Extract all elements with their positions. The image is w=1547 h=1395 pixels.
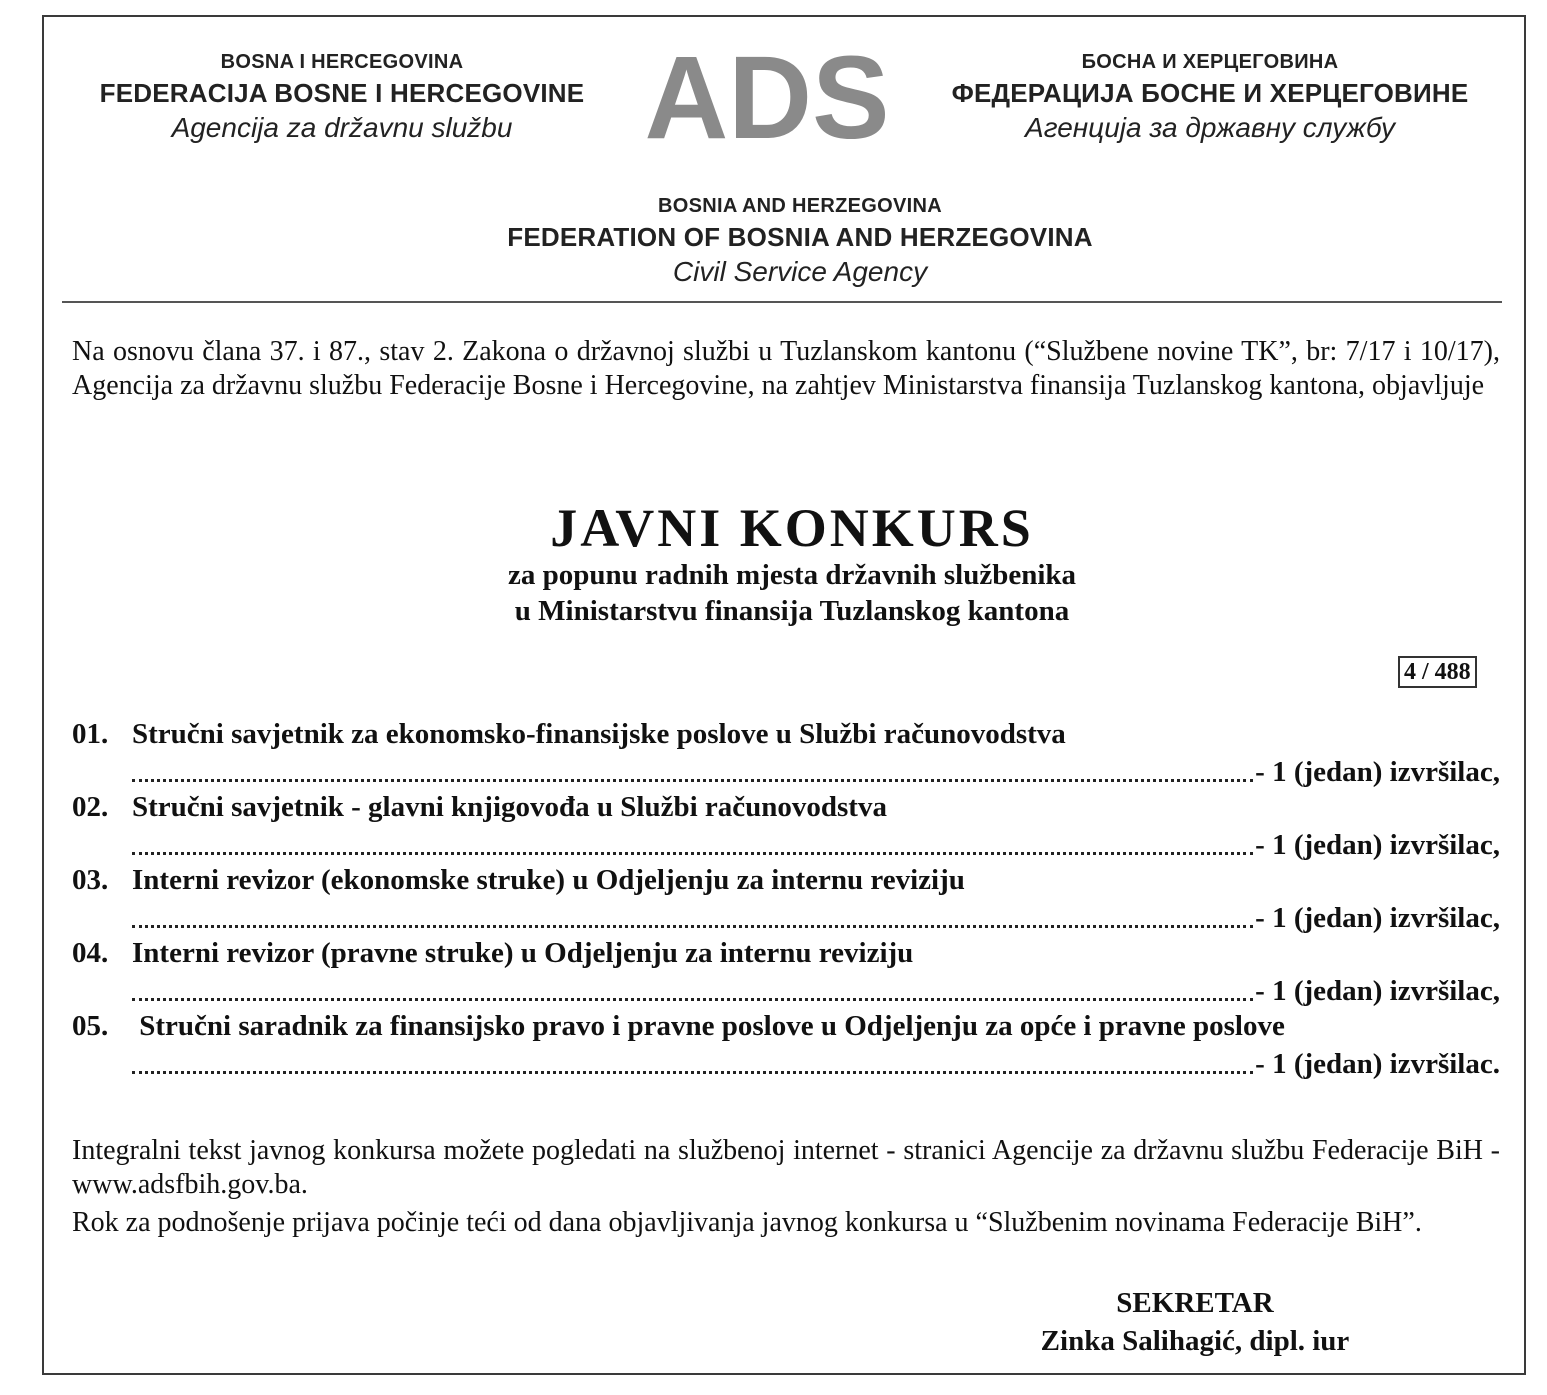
position-number: 01. (72, 718, 109, 750)
dot-leader (132, 779, 1253, 782)
position-number: 05. (72, 1010, 109, 1042)
position-title: Stručni saradnik za finansijsko pravo i pravne poslove u Odjeljenju za opće i pravne poslove (132, 1010, 1285, 1042)
position-item (72, 716, 1500, 789)
header-right-country: БОСНА И ХЕРЦЕГОВИНА (1081, 51, 1339, 73)
header-divider (62, 301, 1502, 303)
dot-leader (132, 1071, 1253, 1074)
signature-name: Zinka Salihagić, dipl. iur (1040, 1325, 1350, 1357)
header-left-latin (62, 48, 622, 146)
position-item (72, 935, 1500, 1008)
position-title: Stručni savjetnik za ekonomsko-finansijske poslove u Službi računovodstva (132, 718, 1066, 750)
position-item (72, 789, 1500, 862)
header-center-agency: Civil Service Agency (672, 256, 928, 287)
header-center-federation: FEDERATION OF BOSNIA AND HERZEGOVINA (507, 222, 1093, 252)
signature-title: SEKRETAR (1116, 1287, 1274, 1319)
header-center-country: BOSNIA AND HERZEGOVINA (657, 195, 943, 217)
header-left-country: BOSNA I HERCEGOVINA (220, 51, 464, 73)
position-item (72, 862, 1500, 935)
header-right-cyrillic (905, 48, 1515, 146)
position-count: - 1 (jedan) izvršilac, (1255, 756, 1500, 788)
logo-text: ADS (644, 38, 890, 148)
header-left-federation: FEDERACIJA BOSNE I HERCEGOVINE (99, 78, 585, 108)
position-number: 02. (72, 791, 109, 823)
subtitle-line-2: u Ministarstvu finansija Tuzlanskog kantona (514, 595, 1070, 627)
position-count: - 1 (jedan) izvršilac, (1255, 975, 1500, 1007)
header-center-english (300, 192, 1300, 290)
header-right-federation: ФЕДЕРАЦИЈА БОСНЕ И ХЕРЦЕГОВИНЕ (951, 78, 1469, 108)
header-right-agency: Агенција за државну службу (1025, 112, 1395, 143)
position-count: - 1 (jedan) izvršilac. (1255, 1048, 1500, 1080)
intro-paragraph: Na osnovu člana 37. i 87., stav 2. Zakona o državnoj službi u Tuzlanskom kantonu (“Službene novine TK”, br: 7/17 i 10/17), Agencija za državnu službu Federacije Bosne i Hercegovine, na zahtjev Ministarstva finansija Tuzlanskog kantona, objavljuje (72, 336, 1500, 401)
position-title: Stručni savjetnik - glavni knjigovođa u Službi računovodstva (132, 791, 887, 823)
positions-list (72, 716, 1500, 1081)
position-count: - 1 (jedan) izvršilac, (1255, 902, 1500, 934)
position-count: - 1 (jedan) izvršilac, (1255, 829, 1500, 861)
position-item (72, 1008, 1500, 1081)
position-title: Interni revizor (ekonomske struke) u Odjeljenju za internu reviziju (132, 864, 965, 896)
page-title: JAVNI KONKURS (550, 498, 1034, 558)
dot-leader (132, 998, 1253, 1001)
footer-paragraph-website: Integralni tekst javnog konkursa možete pogledati na službenoj internet - stranici Agencije za državnu službu Federacije BiH - www.adsfbih.gov.ba. (72, 1135, 1500, 1200)
ads-logo-icon (640, 38, 895, 148)
header-left-agency: Agencija za državnu službu (171, 112, 513, 143)
reference-number-badge: 4 / 488 (1398, 656, 1477, 688)
position-title: Interni revizor (pravne struke) u Odjeljenju za internu reviziju (132, 937, 914, 969)
dot-leader (132, 852, 1253, 855)
subtitle-line-1: za popunu radnih mjesta državnih službenika (507, 559, 1077, 591)
dot-leader (132, 925, 1253, 928)
position-number: 04. (72, 937, 109, 969)
footer-paragraph-deadline: Rok za podnošenje prijava počinje teći od dana objavljivanja javnog konkursa u “Službenim novinama Federacije BiH”. (72, 1207, 1422, 1238)
position-number: 03. (72, 864, 109, 896)
